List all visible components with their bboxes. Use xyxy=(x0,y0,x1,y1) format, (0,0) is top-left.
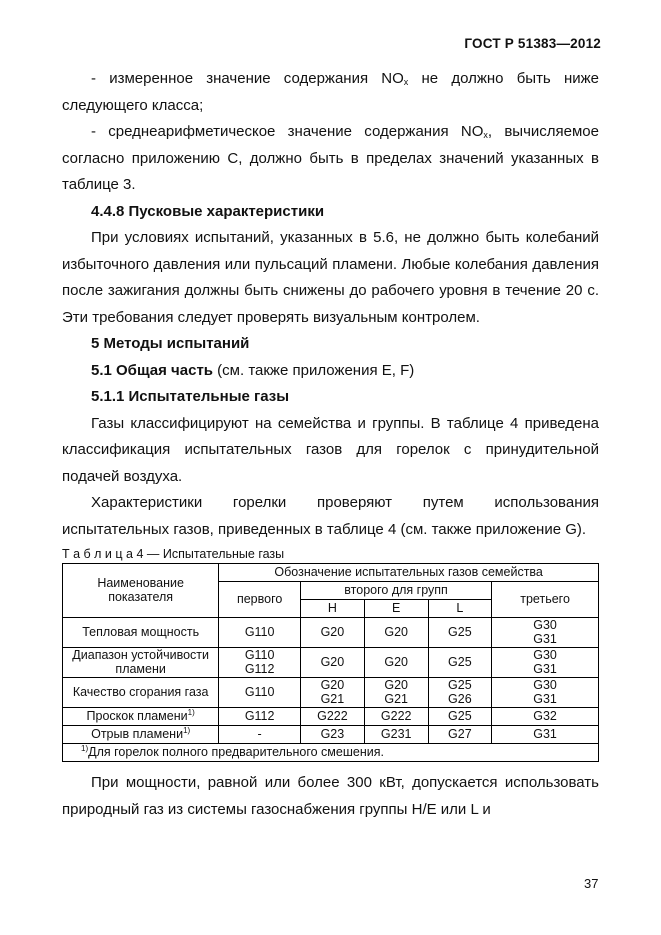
document-body xyxy=(62,66,599,823)
row-name xyxy=(63,708,219,726)
subscript: x xyxy=(403,77,409,87)
cell-first xyxy=(219,678,301,708)
page-number: 37 xyxy=(584,876,599,891)
gas-code: G31 xyxy=(533,691,557,706)
cell-e xyxy=(364,708,428,726)
gas-code: G25 xyxy=(448,708,472,723)
row-name-text: Тепловая мощность xyxy=(82,624,200,639)
text-run: , вычисляемое согласно приложению С, должно быть в пределах значений указанных в таблице 3. xyxy=(62,123,599,193)
cell-third xyxy=(492,678,599,708)
heading-5-1-1: 5.1.1 Испытательные газы xyxy=(91,388,290,405)
table-row xyxy=(63,708,599,726)
heading-text: 5.1 Общая часть xyxy=(91,361,214,379)
table-caption: Т а б л и ц а 4 — Испытательные газы xyxy=(62,547,285,561)
gas-code: G20 xyxy=(320,624,345,639)
cell-l xyxy=(428,618,492,648)
cell-l xyxy=(428,678,492,708)
gas-code: - xyxy=(257,726,262,741)
gas-code: G23 xyxy=(320,726,345,741)
row-name xyxy=(63,678,219,708)
gas-code: G222 xyxy=(317,708,348,723)
table-footnote xyxy=(63,744,599,762)
cell-l xyxy=(428,726,492,744)
cell-h xyxy=(300,726,364,744)
gas-code: G20 xyxy=(384,678,409,692)
table-row xyxy=(63,648,599,678)
gas-code: G32 xyxy=(533,708,557,723)
cell-h xyxy=(300,618,364,648)
gas-code: G112 xyxy=(244,708,275,723)
gas-code: G20 xyxy=(320,654,345,669)
gas-code: G21 xyxy=(320,691,345,706)
standard-header: ГОСТ Р 51383—2012 xyxy=(464,36,601,51)
row-name-text: Диапазон устойчивости пламени xyxy=(72,648,209,676)
paragraph-nox-class xyxy=(62,66,599,119)
cell-third xyxy=(492,726,599,744)
text-run: - измеренное значение содержания NO xyxy=(91,70,404,87)
header-first: первого xyxy=(219,582,301,618)
gas-code: G26 xyxy=(448,691,472,706)
cell-e xyxy=(364,648,428,678)
footnote-ref: 1) xyxy=(183,725,191,735)
heading-5-1 xyxy=(62,358,599,385)
cell-e xyxy=(364,726,428,744)
row-name xyxy=(63,618,219,648)
gas-code: G25 xyxy=(448,654,472,669)
gas-code: G110 xyxy=(244,684,275,699)
gas-code: G31 xyxy=(533,726,557,741)
paragraph-gas-classification: Газы классифицируют на семейства и группы. В таблице 4 приведена классификация испытательных газов для горелок с принудительной подачей воздуха. xyxy=(62,414,599,485)
header-family: Обозначение испытательных газов семейства xyxy=(219,564,599,582)
gas-code: G20 xyxy=(384,624,409,639)
cell-first xyxy=(219,708,301,726)
heading-5: 5 Методы испытаний xyxy=(91,335,250,352)
table-row xyxy=(63,678,599,708)
row-name xyxy=(63,726,219,744)
gas-code: G112 xyxy=(244,661,275,676)
heading-4-4-8: 4.4.8 Пусковые характеристики xyxy=(91,202,325,220)
row-name-text: Отрыв пламени xyxy=(91,726,184,741)
gas-code: G31 xyxy=(533,661,557,676)
row-name-text: Проскок пламени xyxy=(86,708,188,723)
text-run: не должно быть ниже следующего класса; xyxy=(62,70,599,114)
header-e: E xyxy=(364,600,428,618)
table-row xyxy=(63,726,599,744)
test-gases-table xyxy=(62,563,599,762)
cell-third xyxy=(492,708,599,726)
header-second: второго для групп xyxy=(300,582,491,600)
cell-e xyxy=(364,678,428,708)
row-name xyxy=(63,648,219,678)
gas-code: G25 xyxy=(448,624,472,639)
cell-l xyxy=(428,648,492,678)
cell-h xyxy=(300,648,364,678)
gas-code: G31 xyxy=(533,631,557,646)
paragraph-natural-gas: При мощности, равной или более 300 кВт, допускается использовать природный газ из системы газоснабжения группы H/E или L и xyxy=(62,774,599,818)
footnote-mark: 1) xyxy=(81,743,89,753)
gas-code: G21 xyxy=(384,691,409,706)
gas-code: G27 xyxy=(448,726,472,741)
paragraph-burner-characteristics: Характеристики горелки проверяют путем использования испытательных газов, приведенных в таблице 4 (см. также приложение G). xyxy=(62,494,599,538)
gas-code: G30 xyxy=(533,618,557,632)
gas-code: G110 xyxy=(244,648,275,662)
cell-first xyxy=(219,648,301,678)
paragraph-start-characteristics: При условиях испытаний, указанных в 5.6, не должно быть колебаний избыточного давления или пульсаций пламени. Любые колебания давления после зажигания должны быть снижены до рабочего уровня в течение 20 с. Эти требования следует проверять визуальным контролем. xyxy=(62,229,599,326)
gas-code: G231 xyxy=(380,726,412,741)
subscript: x xyxy=(483,130,488,140)
gas-code: G25 xyxy=(448,678,472,692)
cell-h xyxy=(300,678,364,708)
text-run: - среднеарифметическое значение содержания NO xyxy=(91,123,484,140)
gas-code: G20 xyxy=(320,678,345,692)
paragraph-nox-average xyxy=(62,119,599,199)
footnote-text: Для горелок полного предварительного смешения. xyxy=(88,744,384,759)
gas-code: G30 xyxy=(533,648,557,662)
gas-code: G20 xyxy=(384,654,409,669)
cell-first xyxy=(219,726,301,744)
header-h: H xyxy=(300,600,364,618)
cell-first xyxy=(219,618,301,648)
cell-l xyxy=(428,708,492,726)
gas-code: G30 xyxy=(533,678,557,692)
gas-code: G222 xyxy=(380,708,412,723)
text-run: (см. также приложения E, F) xyxy=(213,361,415,379)
gas-code: G110 xyxy=(244,624,275,639)
cell-e xyxy=(364,618,428,648)
cell-third xyxy=(492,648,599,678)
header-l: L xyxy=(428,600,492,618)
header-third: третьего xyxy=(492,582,599,618)
table-row xyxy=(63,618,599,648)
row-name-text: Качество сгорания газа xyxy=(72,684,209,699)
cell-third xyxy=(492,618,599,648)
header-param: Наименование показателя xyxy=(63,564,219,618)
footnote-ref: 1) xyxy=(187,707,195,717)
cell-h xyxy=(300,708,364,726)
